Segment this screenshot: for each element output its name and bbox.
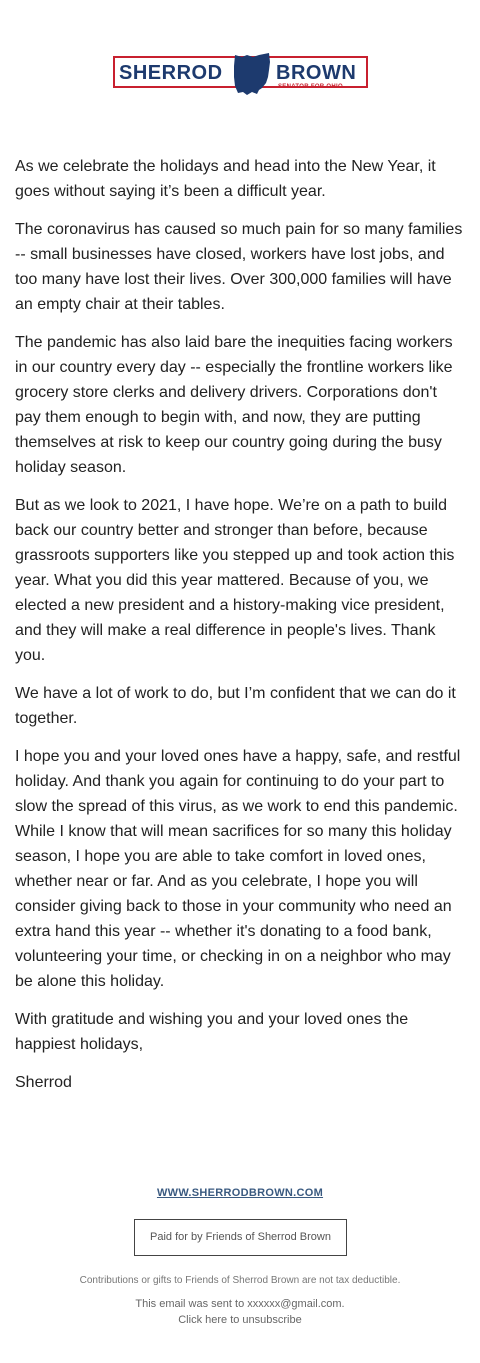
contributions-disclaimer: Contributions or gifts to Friends of Sherrod Brown are not tax deductible. [79, 1275, 401, 1286]
email-body [15, 154, 465, 1108]
ohio-state-icon [232, 52, 272, 96]
logo-name-left: SHERROD [119, 62, 223, 84]
signature: Sherrod [15, 1074, 72, 1091]
website-link[interactable]: WWW.SHERRODBROWN.COM [156, 1187, 324, 1199]
paragraph-3: The pandemic has also laid bare the inequities facing workers in our country every day -- especially the frontline workers like grocery store clerks and delivery drivers. Corporations don't pay them enough to begin with, and now, they are putting themselves at risk to keep our country going during the busy holiday season. [15, 334, 453, 476]
paragraph-5: We have a lot of work to do, but I’m confident that we can do it together. [15, 685, 456, 727]
header-logo[interactable] [0, 48, 480, 98]
paragraph-6: I hope you and your loved ones have a happy, safe, and restful holiday. And thank you again for continuing to do your part to slow the spread of this virus, as we work to end this pandemic. While I know that will mean sacrifices for so many this holiday season, I hope you are able to take comfort in loved ones, whether near or far. And as you celebrate, I hope you will consider giving back to those in your community who need an extra hand this year -- whether it's donating to a food bank, volunteering your time, or checking in on a neighbor who may be alone this holiday. [15, 748, 461, 990]
paragraph-7: With gratitude and wishing you and your loved ones the happiest holidays, [15, 1011, 409, 1053]
paragraph-1: As we celebrate the holidays and head into the New Year, it goes without saying it’s been a difficult year. [15, 158, 436, 200]
logo-name-right: BROWN [276, 62, 357, 84]
logo-subtitle: SENATOR FOR OHIO [278, 84, 343, 90]
paragraph-4: But as we look to 2021, I have hope. We’re on a path to build back our country better and stronger than before, because grassroots supporters like you stepped up and took action this year. What you did this year mattered. Because of you, we elected a new president and a history-making vice president, and they will make a real difference in people's lives. Thank you. [15, 497, 455, 664]
unsubscribe-link[interactable]: Click here to unsubscribe [178, 1314, 302, 1326]
paid-for-box: Paid for by Friends of Sherrod Brown [134, 1219, 347, 1256]
paragraph-2: The coronavirus has caused so much pain for so many families -- small businesses have closed, workers have lost jobs, and too many have lost their lives. Over 300,000 families will have an empty chair at their tables. [15, 221, 463, 313]
sent-to-notice: This email was sent to xxxxxx@gmail.com. [135, 1298, 345, 1310]
